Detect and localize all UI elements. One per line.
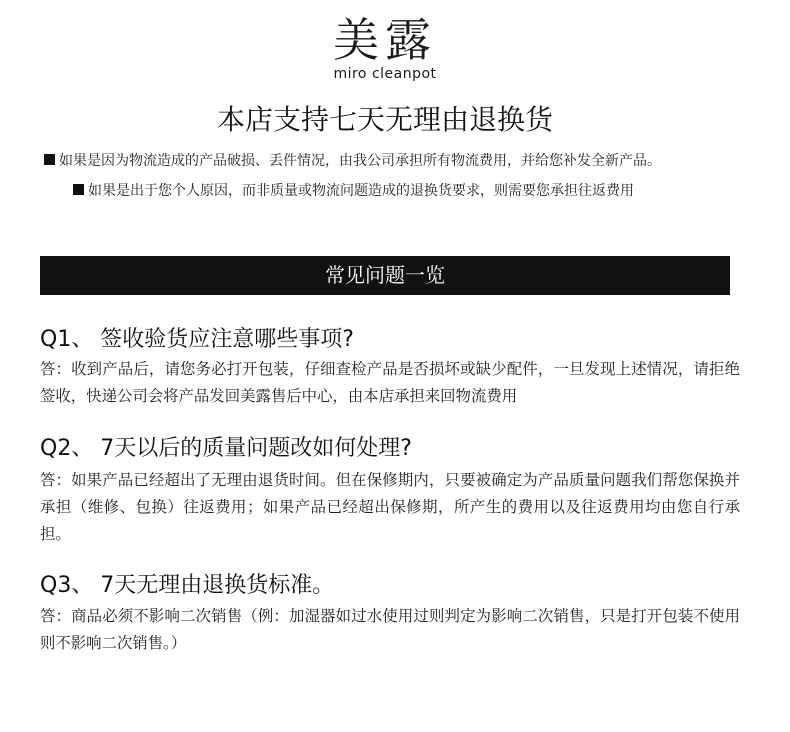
square-bullet-icon bbox=[44, 154, 55, 165]
policy-note-text: 如果是出于您个人原因，而非质量或物流问题造成的退换货要求，则需要您承担往返费用 bbox=[88, 183, 634, 199]
policy-note-text: 如果是因为物流造成的产品破损、丢件情况，由我公司承担所有物流费用，并给您补发全新产品。 bbox=[59, 153, 661, 169]
faq-question: Q2、 7天以后的质量问题改如何处理? bbox=[40, 436, 412, 461]
brand-name-cn: 美露 bbox=[333, 13, 437, 67]
faq-answer: 答：商品必须不影响二次销售（例：加湿器如过水使用过则判定为影响二次销售，只是打开包装不使用则不影响二次销售。） bbox=[40, 607, 740, 652]
faq-question: Q1、 签收验货应注意哪些事项? bbox=[40, 327, 354, 352]
faq-answer: 答：收到产品后，请您务必打开包装，仔细查检产品是否损坏或缺少配件，一旦发现上述情况，请拒绝签收，快递公司会将产品发回美露售后中心，由本店承担来回物流费用 bbox=[40, 360, 740, 405]
faq-question: Q3、 7天无理由退换货标准。 bbox=[40, 573, 335, 598]
faq-section-header: 常见问题一览 bbox=[40, 256, 730, 295]
brand-logo bbox=[0, 12, 770, 82]
square-bullet-icon bbox=[73, 184, 84, 195]
policy-note bbox=[44, 151, 661, 171]
policy-note bbox=[73, 181, 634, 201]
faq-answer: 答：如果产品已经超出了无理由退货时间。但在保修期内，只要被确定为产品质量问题我们帮您保换并承担（维修、包换）往返费用；如果产品已经超出保修期，所产生的费用以及往返费用均由您自行承担。 bbox=[40, 471, 740, 543]
page-headline: 本店支持七天无理由退换货 bbox=[216, 103, 553, 136]
brand-name-en: miro cleanpot bbox=[333, 66, 437, 82]
